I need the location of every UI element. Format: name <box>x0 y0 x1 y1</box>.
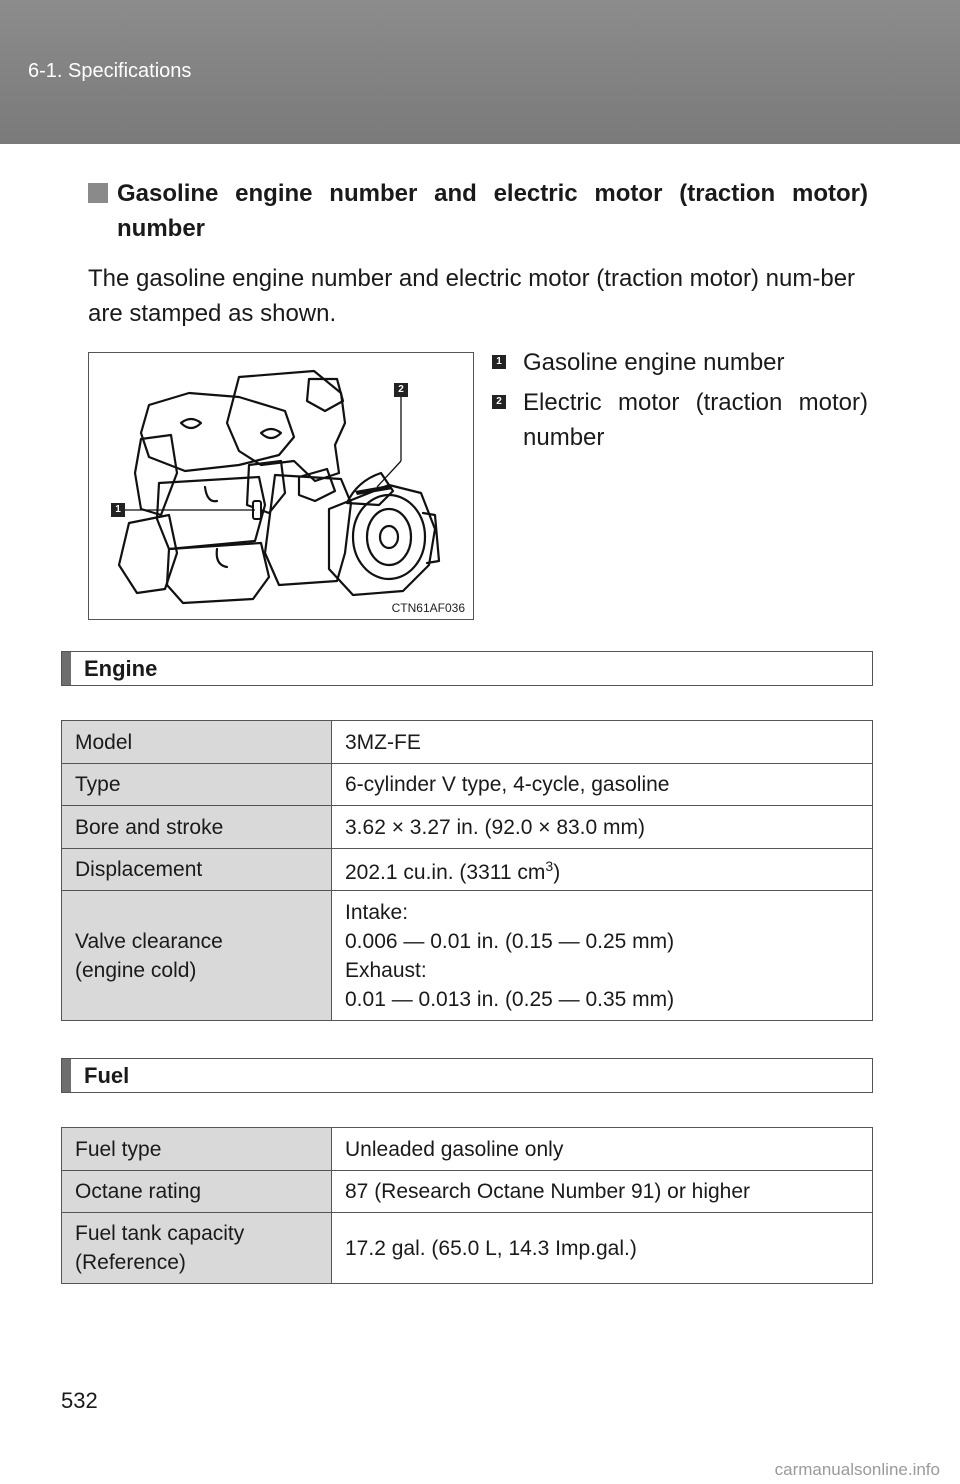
watermark: carmanualsonline.info <box>774 1460 940 1479</box>
fuel-spec-table <box>61 1127 873 1284</box>
fuel-section-title: Fuel <box>84 1063 130 1088</box>
table-row <box>62 849 873 891</box>
figure-code: CTN61AF036 <box>391 601 465 615</box>
fuel-tank-label: Fuel tank capacity <box>75 1222 245 1245</box>
table-row <box>62 764 873 806</box>
table-row <box>62 1213 873 1284</box>
engine-section-title: Engine <box>84 656 158 681</box>
displacement-value: 202.1 cu.in. (3311 cm <box>345 861 546 884</box>
spec-value <box>332 849 873 891</box>
table-row <box>62 1171 873 1213</box>
section-bar-tab <box>62 652 71 685</box>
legend-item-gasoline-engine <box>492 345 868 380</box>
spec-label: Bore and stroke <box>62 806 332 849</box>
intake-label: Intake: <box>345 900 409 924</box>
fuel-tank-label-note: (Reference) <box>75 1251 186 1274</box>
table-row <box>62 891 873 1021</box>
displacement-suffix: ) <box>553 861 561 884</box>
engine-section-bar <box>61 651 873 686</box>
spec-value <box>332 891 873 1021</box>
valve-clearance-label-note: (engine cold) <box>75 958 197 982</box>
figure-legend <box>492 345 868 460</box>
intake-value: 0.006 — 0.01 in. (0.15 — 0.25 mm) <box>345 929 675 953</box>
spec-label <box>62 1213 332 1284</box>
spec-label: Fuel type <box>62 1128 332 1171</box>
engine-spec-table <box>61 720 873 1021</box>
callout-marker-2: 2 <box>394 383 408 397</box>
spec-value: Unleaded gasoline only <box>332 1128 873 1171</box>
table-row <box>62 1128 873 1171</box>
spec-value: 17.2 gal. (65.0 L, 14.3 Imp.gal.) <box>332 1213 873 1284</box>
spec-label: Model <box>62 721 332 764</box>
legend-text-2: Electric motor (traction motor) number <box>523 389 868 451</box>
spec-label: Type <box>62 764 332 806</box>
intro-paragraph: The gasoline engine number and electric motor (traction motor) num-ber are stamped as shown. <box>88 265 856 327</box>
subsection-heading-text: Gasoline engine number and electric motor (traction motor) number <box>117 180 868 242</box>
spec-value: 3MZ-FE <box>332 721 873 764</box>
table-row <box>62 806 873 849</box>
spec-label <box>62 891 332 1021</box>
subsection-heading <box>88 176 868 246</box>
engine-diagram <box>88 352 474 620</box>
table-row <box>62 721 873 764</box>
spec-label: Octane rating <box>62 1171 332 1213</box>
section-title: 6-1. Specifications <box>28 60 192 82</box>
legend-marker-1: 1 <box>492 355 506 369</box>
engine-illustration <box>89 353 473 619</box>
legend-marker-2: 2 <box>492 395 506 409</box>
fuel-section-bar <box>61 1058 873 1093</box>
spec-value: 6-cylinder V type, 4-cycle, gasoline <box>332 764 873 806</box>
page-number: 532 <box>61 1388 98 1413</box>
spec-label: Displacement <box>62 849 332 891</box>
valve-clearance-label: Valve clearance <box>75 929 223 953</box>
callout-marker-1: 1 <box>111 503 125 517</box>
exhaust-label: Exhaust: <box>345 958 427 982</box>
exhaust-value: 0.01 — 0.013 in. (0.25 — 0.35 mm) <box>345 987 675 1011</box>
legend-text-1: Gasoline engine number <box>523 349 785 376</box>
spec-value: 87 (Research Octane Number 91) or higher <box>332 1171 873 1213</box>
square-bullet-icon <box>88 183 108 203</box>
page-header <box>0 0 960 144</box>
legend-item-electric-motor <box>492 385 868 455</box>
displacement-superscript: 3 <box>545 858 554 874</box>
spec-value: 3.62 × 3.27 in. (92.0 × 83.0 mm) <box>332 806 873 849</box>
section-bar-tab <box>62 1059 71 1092</box>
